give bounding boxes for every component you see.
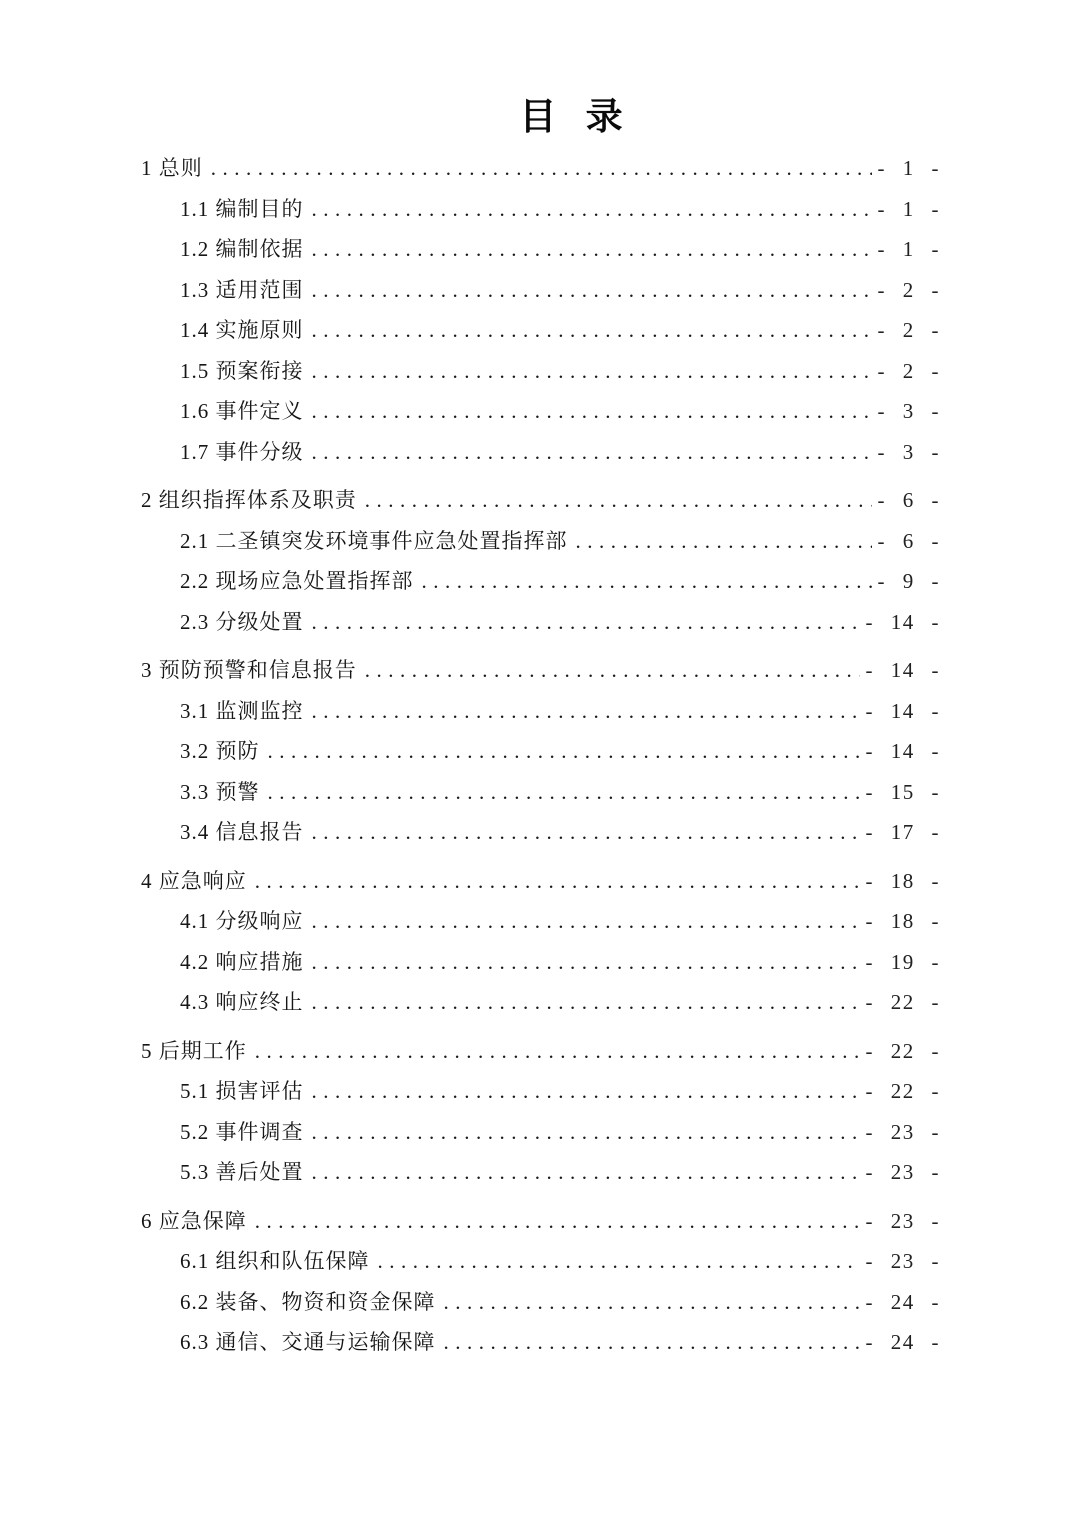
toc-row[interactable] [141, 432, 940, 473]
toc-dot-leader [422, 561, 872, 602]
toc-entry-page: - 1 - [877, 196, 940, 221]
toc-dot-leader [312, 189, 872, 230]
toc-entry-label: 3.2 预防 [180, 739, 260, 763]
toc-row[interactable] [141, 861, 940, 902]
toc-row[interactable] [141, 982, 940, 1023]
toc-entry-label: 5.1 损害评估 [180, 1079, 304, 1103]
toc-entry-label: 2.3 分级处置 [180, 609, 304, 634]
toc-entry-label: 1.3 适用范围 [180, 277, 304, 302]
toc-row[interactable] [141, 731, 940, 772]
toc-row[interactable] [141, 1071, 940, 1112]
toc-entry-label: 1.4 实施原则 [180, 318, 304, 342]
toc-entry-page: - 18 - [865, 909, 940, 933]
toc-entry-page: - 22 - [865, 990, 940, 1014]
toc-entry-label: 2.2 现场应急处置指挥部 [180, 569, 414, 593]
toc-dot-leader [312, 1112, 860, 1153]
toc-entry-label: 6.1 组织和队伍保障 [180, 1249, 370, 1273]
toc-dot-leader [365, 480, 872, 521]
toc-dot-leader [312, 691, 860, 732]
toc-entry-label: 2 组织指挥体系及职责 [141, 488, 357, 512]
toc-dot-leader [312, 351, 872, 392]
toc-entry-page: - 19 - [865, 949, 940, 974]
toc-entry-label: 1.6 事件定义 [180, 399, 304, 423]
toc-dot-leader [268, 772, 860, 813]
toc-dot-leader [211, 148, 872, 189]
toc-dot-leader [268, 731, 860, 772]
toc-dot-leader [378, 1241, 860, 1282]
toc-entry-label: 1 总则 [141, 156, 203, 180]
toc-entry-page: - 24 - [865, 1330, 940, 1354]
toc-entry-label: 2.1 二圣镇突发环境事件应急处置指挥部 [180, 528, 568, 553]
toc-dot-leader [255, 861, 860, 902]
toc-row[interactable] [141, 942, 940, 983]
toc-entry-label: 4.2 响应措施 [180, 949, 304, 974]
toc-entry-page: - 1 - [877, 237, 940, 261]
toc-dot-leader [444, 1322, 860, 1363]
toc-entry-page: - 23 - [865, 1160, 940, 1184]
toc-list [141, 148, 940, 1363]
toc-entry-page: - 9 - [877, 569, 940, 593]
toc-entry-page: - 14 - [865, 698, 940, 723]
toc-entry-label: 5.3 善后处置 [180, 1160, 304, 1184]
toc-row[interactable] [141, 812, 940, 853]
toc-entry-page: - 23 - [865, 1249, 940, 1273]
toc-row[interactable] [141, 270, 940, 311]
toc-entry-label: 4 应急响应 [141, 868, 247, 893]
toc-dot-leader [312, 901, 860, 942]
toc-entry-label: 4.3 响应终止 [180, 990, 304, 1014]
toc-row[interactable] [141, 772, 940, 813]
toc-entry-label: 3 预防预警和信息报告 [141, 658, 357, 682]
toc-row[interactable] [141, 561, 940, 602]
toc-entry-page: - 18 - [865, 868, 940, 893]
toc-entry-label: 6.2 装备、物资和资金保障 [180, 1289, 436, 1314]
toc-row[interactable] [141, 521, 940, 562]
toc-dot-leader [365, 650, 860, 691]
toc-entry-label: 6 应急保障 [141, 1208, 247, 1233]
toc-row[interactable] [141, 1112, 940, 1153]
toc-row[interactable] [141, 901, 940, 942]
toc-dot-leader [312, 229, 872, 270]
toc-row[interactable] [141, 1152, 940, 1193]
toc-entry-label: 1.2 编制依据 [180, 237, 304, 261]
page-title: 目 录 [519, 97, 624, 138]
toc-row[interactable] [141, 189, 940, 230]
toc-entry-label: 1.1 编制目的 [180, 196, 304, 221]
toc-dot-leader [312, 432, 872, 473]
toc-entry-page: - 24 - [865, 1289, 940, 1314]
toc-row[interactable] [141, 1201, 940, 1242]
toc-dot-leader [576, 521, 872, 562]
toc-dot-leader [312, 1152, 860, 1193]
toc-row[interactable] [141, 602, 940, 643]
toc-entry-label: 4.1 分级响应 [180, 909, 304, 933]
toc-dot-leader [255, 1031, 860, 1072]
toc-row[interactable] [141, 650, 940, 691]
toc-row[interactable] [141, 480, 940, 521]
toc-entry-page: - 6 - [877, 528, 940, 553]
toc-row[interactable] [141, 351, 940, 392]
toc-entry-label: 3.3 预警 [180, 779, 260, 804]
toc-entry-page: - 23 - [865, 1119, 940, 1144]
toc-row[interactable] [141, 229, 940, 270]
toc-entry-page: - 15 - [865, 779, 940, 804]
toc-entry-label: 5 后期工作 [141, 1038, 247, 1063]
toc-row[interactable] [141, 1322, 940, 1363]
toc-entry-page: - 23 - [865, 1208, 940, 1233]
toc-dot-leader [312, 391, 872, 432]
toc-entry-page: - 22 - [865, 1038, 940, 1063]
toc-row[interactable] [141, 1241, 940, 1282]
toc-entry-page: - 14 - [865, 658, 940, 682]
toc-dot-leader [312, 310, 872, 351]
toc-entry-label: 3.4 信息报告 [180, 820, 304, 844]
toc-dot-leader [312, 270, 872, 311]
toc-dot-leader [312, 812, 860, 853]
toc-row[interactable] [141, 1282, 940, 1323]
toc-entry-page: - 3 - [877, 439, 940, 464]
toc-entry-page: - 2 - [877, 318, 940, 342]
toc-dot-leader [312, 982, 860, 1023]
toc-entry-page: - 2 - [877, 358, 940, 383]
toc-row[interactable] [141, 148, 940, 189]
toc-entry-page: - 14 - [865, 739, 940, 763]
toc-entry-page: - 14 - [865, 609, 940, 634]
toc-entry-page: - 6 - [877, 488, 940, 512]
toc-entry-label: 1.7 事件分级 [180, 439, 304, 464]
toc-entry-page: - 1 - [877, 156, 940, 180]
toc-row[interactable] [141, 1031, 940, 1072]
toc-entry-label: 3.1 监测监控 [180, 698, 304, 723]
toc-entry-label: 6.3 通信、交通与运输保障 [180, 1330, 436, 1354]
toc-dot-leader [255, 1201, 860, 1242]
toc-row[interactable] [141, 391, 940, 432]
toc-entry-page: - 3 - [877, 399, 940, 423]
toc-dot-leader [312, 602, 860, 643]
toc-dot-leader [312, 942, 860, 983]
toc-entry-page: - 17 - [865, 820, 940, 844]
toc-entry-label: 5.2 事件调查 [180, 1119, 304, 1144]
toc-row[interactable] [141, 691, 940, 732]
toc-entry-label: 1.5 预案衔接 [180, 358, 304, 383]
toc-entry-page: - 2 - [877, 277, 940, 302]
toc-entry-page: - 22 - [865, 1079, 940, 1103]
toc-row[interactable] [141, 310, 940, 351]
toc-dot-leader [444, 1282, 860, 1323]
toc-dot-leader [312, 1071, 860, 1112]
